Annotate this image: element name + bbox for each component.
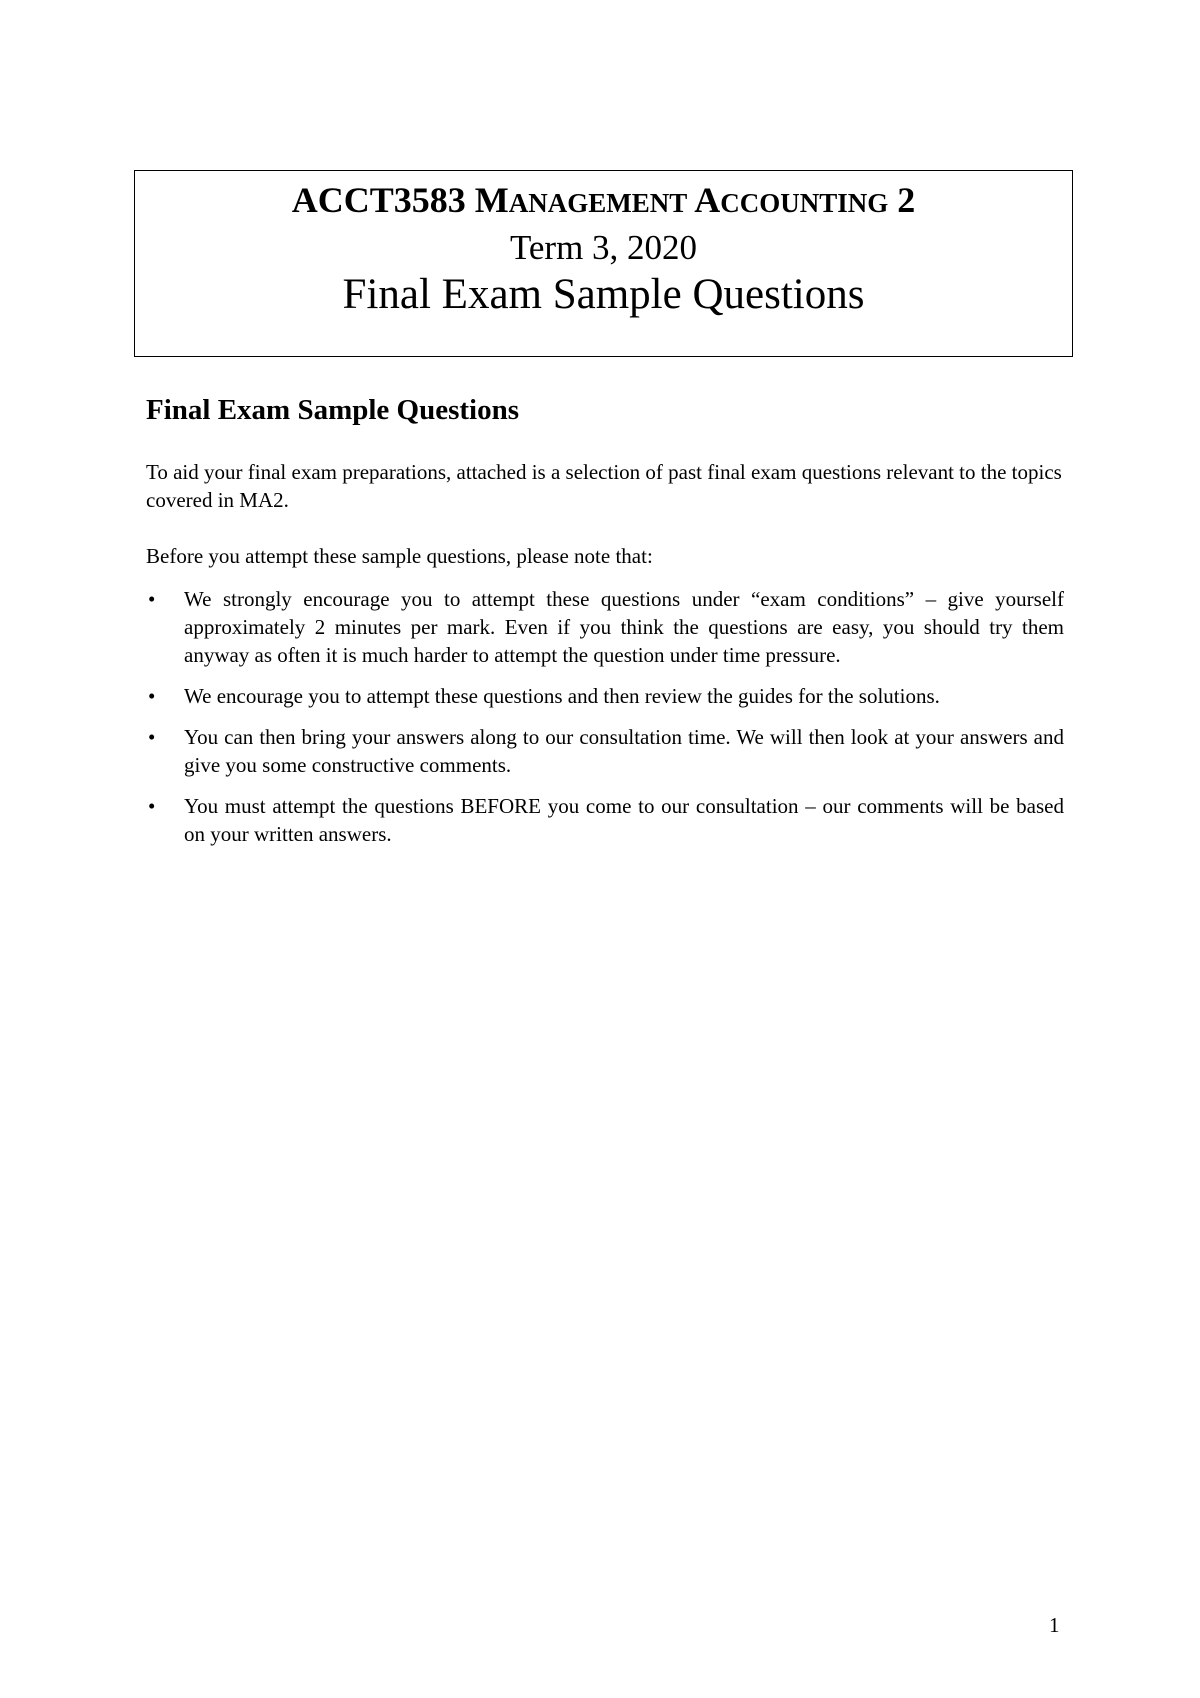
list-item-text: You can then bring your answers along to our consultation time. We will then look at your answers and give you some constructive comments. [184,725,1064,777]
bullet-icon: • [148,794,156,818]
list-item [146,723,1064,779]
list-item [146,585,1064,669]
note-bullet-list [146,585,1064,861]
title-box [134,170,1073,357]
before-note-paragraph: Before you attempt these sample questions, please note that: [146,544,653,568]
list-item [146,682,1064,710]
bullet-icon: • [148,684,156,708]
section-heading: Final Exam Sample Questions [146,394,520,426]
list-item-text: We encourage you to attempt these questions and then review the guides for the solutions. [184,684,940,708]
document-title: Final Exam Sample Questions [342,271,865,318]
bullet-icon: • [148,725,156,749]
course-name-rest-accounting: CCOUNTING [720,188,889,218]
list-item-text: You must attempt the questions BEFORE you come to our consultation – our comments will be based on your written answers. [184,794,1064,846]
course-name-initial-m: M [474,180,509,220]
course-title [135,179,1072,222]
intro-paragraph: To aid your final exam preparations, attached is a selection of past final exam questions relevant to the topics covered in MA2. [146,460,1062,512]
list-item [146,792,1064,848]
page-number: 1 [1049,1613,1060,1637]
list-item-text: We strongly encourage you to attempt these questions under “exam conditions” – give yourself approximately 2 minutes per mark. Even if you think the questions are easy, you should try them anyway as often it is much harder to attempt the question under time pressure. [184,587,1064,667]
course-name-initial-a: A [694,180,721,220]
term-label: Term 3, 2020 [509,228,698,267]
bullet-icon: • [148,587,156,611]
course-name-rest-management: ANAGEMENT [508,188,688,218]
course-code: ACCT3583 [291,180,466,220]
course-number: 2 [897,180,916,220]
